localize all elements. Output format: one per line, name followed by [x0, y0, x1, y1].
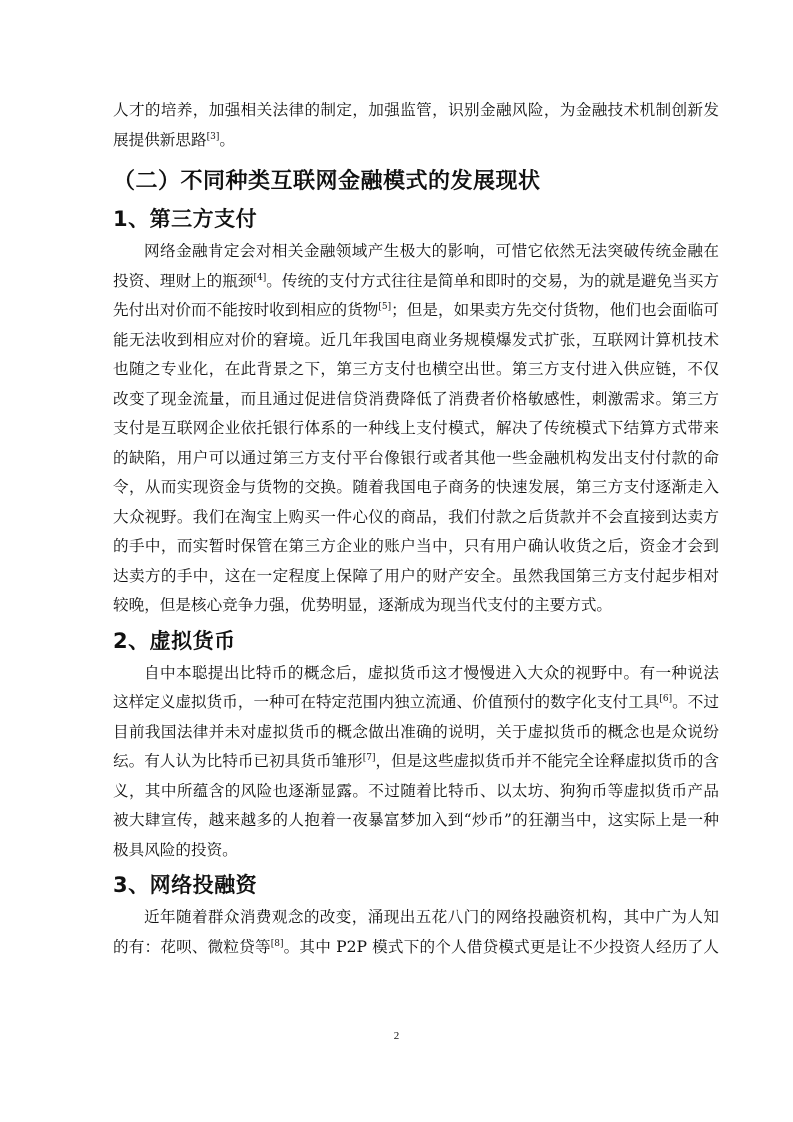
citation-7: [7] — [362, 752, 376, 763]
paragraph-top-line2: 展提供新思路[3]。 — [113, 130, 235, 149]
page-content — [113, 96, 719, 962]
citation-5: [5] — [378, 301, 392, 312]
subsection-heading-third-party-payment: 1、第三方支付 — [113, 207, 258, 231]
page-number: 2 — [393, 1030, 400, 1042]
subsection-heading-online-financing: 3、网络投融资 — [113, 873, 258, 897]
paragraph-third-party-payment: 网络金融肯定会对相关金融领域产生极大的影响，可惜它依然无法突破传统金融在投资、理财上的瓶颈[4]。传统的支付方式往往是简单和即时的交易，为的就是避免当买方先付出对价而不能按时收到相应的货物[5]；但是，如果卖方先交付货物，他们也会面临可能无法收到相应对价的窘境。近几年我国电商业务规模爆发式扩张，互联网计算机技术也随之专业化，在此背景之下，第三方支付也横空出世。第三方支付进入供应链，不仅改变了现金流量，而且通过促进信贷消费降低了消费者价格敏感性，刺激需求。第三方支付是互联网企业依托银行体系的一种线上支付模式，解决了传统模式下结算方式带来的缺陷，用户可以通过第三方支付平台像银行或者其他一些金融机构发出支付付款的命令，从而实现资金与货物的交换。随着我国电子商务的快速发展，第三方支付逐渐走入大众视野。我们在淘宝上购买一件心仪的商品，我们付款之后货款并不会直接到达卖方的手中，而实暂时保管在第三方企业的账户当中，只有用户确认收货之后，资金才会到达卖方的手中，这在一定程度上保障了用户的财产安全。虽然我国第三方支付起步相对较晚，但是核心竞争力强，优势明显，逐渐成为现当代支付的主要方式。 — [113, 242, 719, 614]
citation-4: [4] — [253, 272, 267, 283]
citation-6: [6] — [659, 693, 673, 704]
subsection-heading-virtual-currency: 2、虚拟货币 — [113, 628, 236, 653]
citation-3: [3] — [206, 131, 220, 142]
paragraph-top-line1: 人才的培养，加强相关法律的制定，加强监管，识别金融风险，为金融技术机制创新发 — [113, 101, 719, 119]
section-heading: （二）不同种类互联网金融模式的发展现状 — [113, 169, 541, 194]
paragraph-online-financing: 近年随着群众消费观念的改变，涌现出五花八门的网络投融资机构，其中广为人知的有：花呗、微粒贷等[8]。其中 P2P 模式下的个人借贷模式更是让不少投资人经历了人 — [113, 908, 719, 956]
paragraph-virtual-currency: 自中本聪提出比特币的概念后，虚拟货币这才慢慢进入大众的视野中。有一种说法这样定义虚拟货币，一种可在特定范围内独立流通、价值预付的数字化支付工具[6]。不过目前我国法律并未对虚拟货币的概念做出准确的说明，关于虚拟货币的概念也是众说纷纭。有人认为比特币已初具货币雏形[7]，但是这些虚拟货币并不能完全诠释虚拟货币的含义，其中所蕴含的风险也逐渐显露。不过随着比特币、以太坊、狗狗币等虚拟货币产品被大肆宣传，越来越多的人抱着一夜暴富梦加入到“炒币”的狂潮当中，这实际上是一种极具风险的投资。 — [113, 663, 719, 859]
citation-8: [8] — [270, 938, 284, 949]
